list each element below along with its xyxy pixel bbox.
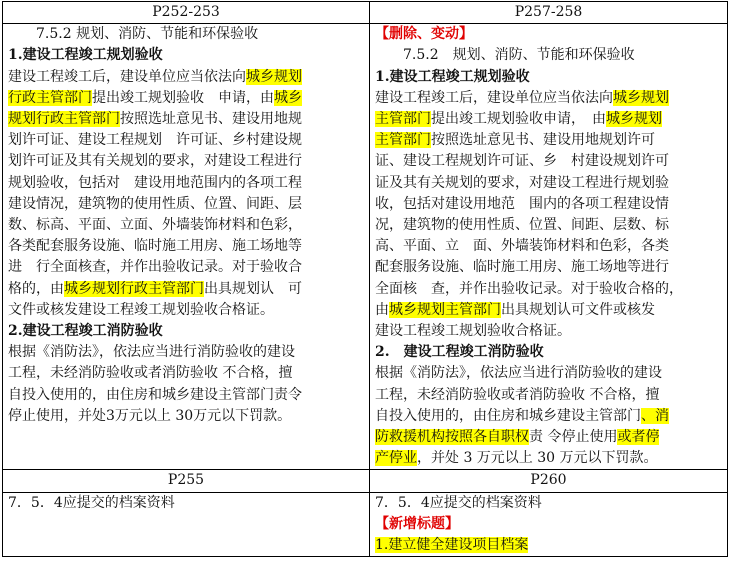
text-segment: 按照选址意见书、建设用地规划许可 xyxy=(431,132,655,149)
text-segment: 出具规划认可文件或核发 xyxy=(501,301,655,318)
text-line xyxy=(375,236,722,257)
highlighted-text: 或者停 xyxy=(617,429,660,446)
text-line xyxy=(8,257,364,278)
text-line xyxy=(375,88,722,109)
right-pages-header-2: P260 xyxy=(370,470,728,492)
text-segment: 证、建设工程规划许可证、乡 村建设规划许可 xyxy=(375,153,669,170)
text-segment: 出具规划认 可 xyxy=(204,280,302,297)
text-line xyxy=(8,151,364,172)
text-segment: 建设工程竣工规划验收合格证。 xyxy=(375,323,571,340)
left-pages-header: P252-253 xyxy=(3,2,370,24)
text-segment: 自投入使用的，由住房和城乡建设主管部门责令 xyxy=(8,386,302,403)
text-line xyxy=(8,279,364,300)
text-segment: 规划验收，包括对 建设用地范围内的各项工程 xyxy=(8,174,302,191)
content-row xyxy=(3,24,728,470)
text-line xyxy=(375,173,722,194)
text-line xyxy=(8,406,364,427)
left-heading-1: 1.建设工程竣工规划验收 xyxy=(8,47,163,64)
text-segment: 建设工程竣工后，建设单位应当依法向 xyxy=(8,68,246,85)
text-line xyxy=(375,215,722,236)
right-paragraph-2 xyxy=(375,363,722,469)
highlighted-text: 产停业 xyxy=(375,450,417,467)
left-section-title-2: 7．5．4应提交的档案资料 xyxy=(8,494,175,511)
text-segment: 根据《消防法》，依法应当进行消防验收的建设 xyxy=(375,365,662,382)
comparison-table xyxy=(2,1,728,557)
text-line xyxy=(375,279,722,300)
text-line xyxy=(375,300,722,321)
text-line xyxy=(8,67,364,88)
text-segment: 提出竣工规划验收申请， 由 xyxy=(431,111,606,128)
right-change-tag: 【删除、变动】 xyxy=(375,26,473,43)
text-segment: 工程，未经消防验收或者消防验收 不合格，擅 xyxy=(8,365,293,382)
text-segment: 高、平面、立 面、外墙装饰材料和色彩，各类 xyxy=(375,238,669,255)
text-segment: 进 行全面核查，并作出验收记录。对于验收合 xyxy=(8,259,302,276)
text-line xyxy=(8,173,364,194)
text-segment: 停止使用，并处3万元以上 30万元以下罚款。 xyxy=(8,407,292,424)
text-segment: 建设情况，建筑物的使用性质、位置、间距、层 xyxy=(8,195,302,212)
text-segment: 按照选址意见书、建设用地规 xyxy=(120,111,302,128)
text-line xyxy=(8,342,364,363)
right-content-cell xyxy=(370,24,728,470)
highlighted-text: 城乡规划主管部门 xyxy=(389,301,501,318)
right-new-title-tag: 【新增标题】 xyxy=(375,515,459,532)
text-segment: 格的，由 xyxy=(8,280,64,297)
text-line xyxy=(375,130,722,151)
text-segment: 自投入使用的，由住房和城乡建设主管部门 xyxy=(375,407,641,424)
text-line xyxy=(375,321,722,342)
text-line xyxy=(375,363,722,384)
highlighted-text: 城乡规划行政主管部门 xyxy=(64,280,204,297)
text-segment: 况，建筑物的使用性质、位置、间距、层数、标 xyxy=(375,217,669,234)
text-line xyxy=(8,363,364,384)
text-segment: 建设工程竣工后，建设单位应当依法向 xyxy=(375,89,613,106)
text-segment: 划许可证及其有关规划的要求，对建设工程进行 xyxy=(8,153,302,170)
text-segment: 划许可证、建设工程规划 许可证、乡村建设规 xyxy=(8,132,302,149)
pages-header-row-2 xyxy=(3,470,728,492)
left-paragraph-2 xyxy=(8,342,364,427)
highlighted-text: 主管部门 xyxy=(375,132,431,149)
text-line xyxy=(375,427,722,448)
right-heading-1: 1.建设工程竣工规划验收 xyxy=(375,68,530,85)
text-line xyxy=(8,88,364,109)
text-line xyxy=(8,236,364,257)
highlighted-text: 规划行政主管部门 xyxy=(8,111,120,128)
text-segment: 各类配套服务设施、临时施工用房、施工场地等 xyxy=(8,238,302,255)
left-content-cell-2 xyxy=(3,492,370,557)
text-segment: 数、标高、平面、立面、外墙装饰材料和色彩， xyxy=(8,217,302,234)
text-segment: 根据《消防法》，依法应当进行消防验收的建设 xyxy=(8,344,295,361)
text-segment: 责 令停止使用 xyxy=(529,429,618,446)
text-line xyxy=(8,385,364,406)
text-segment: 全面核 查，并作出验收记录。对于验收合格的， xyxy=(375,280,683,297)
text-line xyxy=(375,194,722,215)
left-pages-header-2: P255 xyxy=(3,470,370,492)
text-line xyxy=(8,109,364,130)
text-line xyxy=(375,151,722,172)
right-section-title: 7.5.2 规划、消防、节能和环保验收 xyxy=(403,47,635,64)
highlighted-text: 城乡规划 xyxy=(246,68,302,85)
text-line xyxy=(375,385,722,406)
highlighted-text: 行政主管部门 xyxy=(8,89,92,106)
pages-header-row xyxy=(3,2,728,24)
text-segment: 工程，未经消防验收或者消防验收 不合格，擅 xyxy=(375,386,660,403)
text-line xyxy=(8,130,364,151)
text-segment: 收，包括对建设用地范 围内的各项工程建设情 xyxy=(375,195,669,212)
text-line xyxy=(375,257,722,278)
text-line xyxy=(375,406,722,427)
highlighted-text: 、消 xyxy=(641,407,669,424)
right-section-title-2: 7．5．4应提交的档案资料 xyxy=(375,494,542,511)
right-pages-header: P257-258 xyxy=(370,2,728,24)
left-content-cell xyxy=(3,24,370,470)
text-line xyxy=(375,109,722,130)
text-segment: 证及其有关规划的要求，对建设工程进行规划验 xyxy=(375,174,669,191)
text-line xyxy=(375,448,722,469)
text-line xyxy=(8,300,364,321)
left-section-title: 7.5.2 规划、消防、节能和环保验收 xyxy=(36,26,259,43)
highlighted-text: 防救援机构按照各自职权 xyxy=(375,429,529,446)
right-content-cell-2 xyxy=(370,492,728,557)
highlighted-text: 主管部门 xyxy=(375,111,431,128)
text-segment: ，并处 3 万元以上 30 万元以下罚款。 xyxy=(417,450,658,467)
left-heading-2: 2.建设工程竣工消防验收 xyxy=(8,323,163,340)
right-new-item: 1.建立健全建设项目档案 xyxy=(375,537,529,554)
text-segment: 提出竣工规划验收 申请，由 xyxy=(92,89,274,106)
left-paragraph-1 xyxy=(8,67,364,321)
text-line xyxy=(8,215,364,236)
highlighted-text: 城乡 xyxy=(274,89,302,106)
highlighted-text: 城乡规划 xyxy=(606,111,662,128)
text-segment: 文件或核发建设工程竣工规划验收合格证。 xyxy=(8,301,274,318)
right-paragraph-1 xyxy=(375,88,722,342)
content-row-2 xyxy=(3,492,728,557)
text-segment: 配套服务设施、临时施工用房、施工场地等进行 xyxy=(375,259,669,276)
text-segment: 由 xyxy=(375,301,389,318)
text-line xyxy=(8,194,364,215)
highlighted-text: 城乡规划 xyxy=(613,89,669,106)
right-heading-2: 2. 建设工程竣工消防验收 xyxy=(375,344,544,361)
